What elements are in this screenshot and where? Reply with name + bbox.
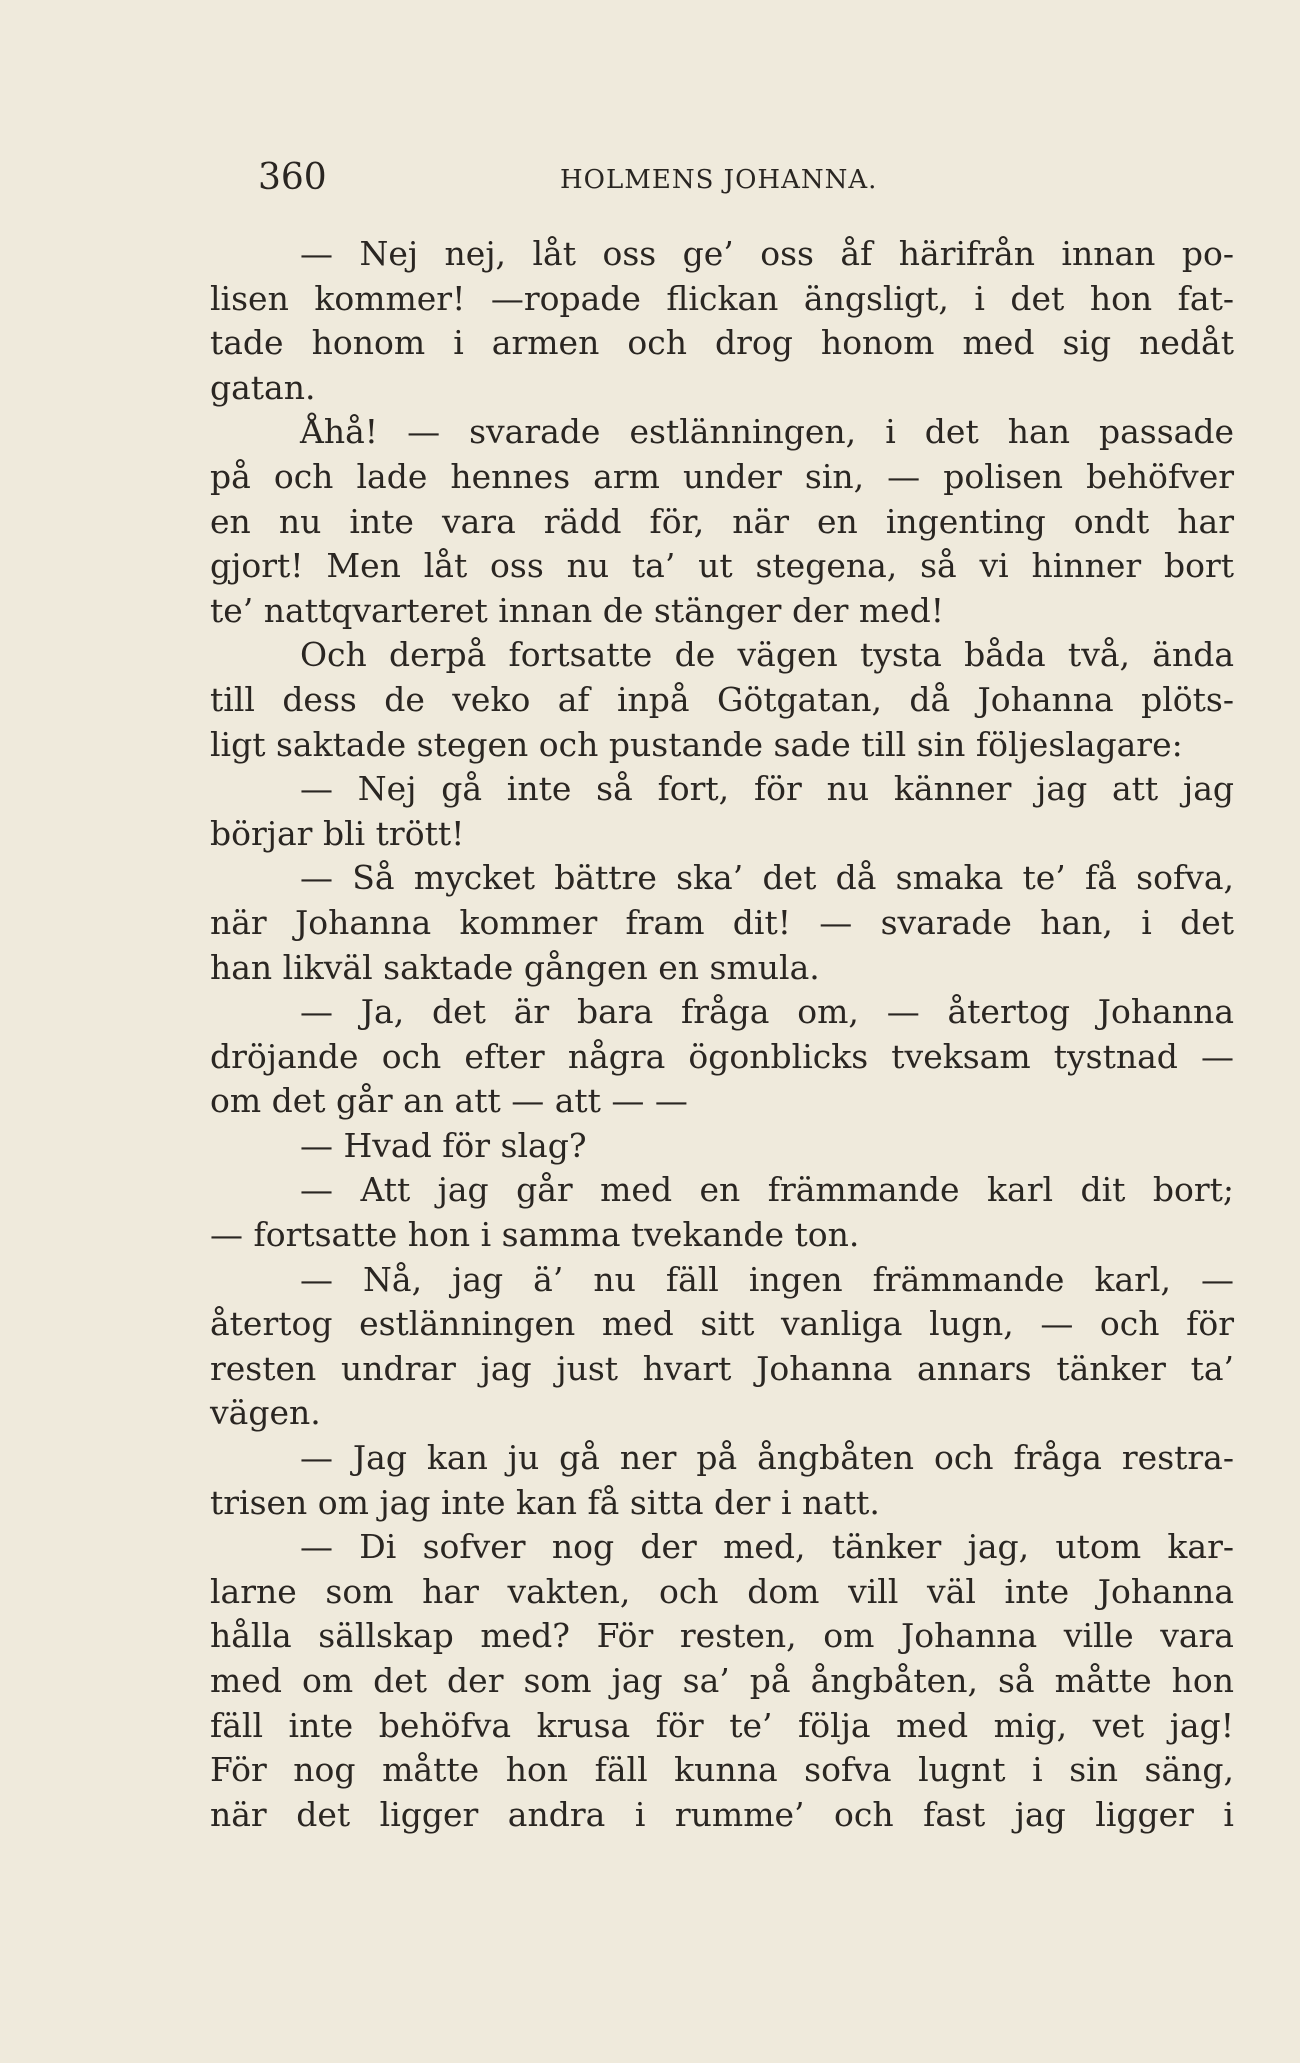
text-line: börjar bli trött! bbox=[210, 813, 465, 853]
text-line: — Nej gå inte så fort, för nu känner jag att jag bbox=[300, 769, 1234, 809]
text-line: — fortsatte hon i samma tvekande ton. bbox=[210, 1215, 860, 1255]
text-line: till dess de veko af inpå Götgatan, då Johanna plöts- bbox=[210, 679, 1234, 719]
text-line: en nu inte vara rädd för, när en ingenting ondt har bbox=[210, 501, 1234, 541]
text-line: — Nå, jag ä’ nu fäll ingen främmande karl, — bbox=[300, 1259, 1234, 1299]
text-line: vägen. bbox=[210, 1393, 321, 1433]
text-line: — Nej nej, låt oss ge’ oss åf härifrån innan po- bbox=[300, 234, 1234, 273]
text-line: resten undrar jag just hvart Johanna annars tänker ta’ bbox=[210, 1348, 1234, 1388]
text-line: larne som har vakten, och dom vill väl inte Johanna bbox=[210, 1571, 1234, 1611]
text-line: trisen om jag inte kan få sitta der i natt. bbox=[210, 1482, 880, 1522]
page-header bbox=[258, 154, 1228, 202]
text-line: på och lade hennes arm under sin, — polisen behöfver bbox=[210, 456, 1234, 496]
text-line: — Jag kan ju gå ner på ångbåten och fråga restra- bbox=[300, 1438, 1234, 1478]
text-line: Och derpå fortsatte de vägen tysta båda två, ända bbox=[300, 635, 1234, 675]
text-line: — Så mycket bättre ska’ det då smaka te’ få sofva, bbox=[300, 858, 1234, 898]
text-line: — Ja, det är bara fråga om, — återtog Johanna bbox=[300, 992, 1234, 1032]
text-line: gatan. bbox=[210, 367, 316, 407]
text-line: ligt saktade stegen och pustande sade till sin följeslagare: bbox=[210, 724, 1183, 764]
text-line: dröjande och efter några ögonblicks tveksam tystnad — bbox=[210, 1036, 1234, 1076]
text-line: hålla sällskap med? För resten, om Johanna ville vara bbox=[210, 1616, 1234, 1656]
text-line: te’ nattqvarteret innan de stänger der med! bbox=[210, 590, 945, 630]
text-line: när Johanna kommer fram dit! — svarade han, i det bbox=[210, 902, 1234, 942]
running-head: HOLMENS JOHANNA. bbox=[560, 165, 878, 195]
text-line: Åhå! — svarade estlänningen, i det han passade bbox=[300, 412, 1234, 452]
text-line: om det går an att — att — — bbox=[210, 1081, 688, 1121]
text-line: För nog måtte hon fäll kunna sofva lugnt i sin säng, bbox=[210, 1750, 1234, 1790]
text-line: tade honom i armen och drog honom med sig nedåt bbox=[210, 323, 1234, 363]
body-text bbox=[210, 232, 1234, 1837]
text-line: med om det der som jag sa’ på ångbåten, så måtte hon bbox=[210, 1661, 1234, 1700]
text-line: när det ligger andra i rumme’ och fast jag ligger i bbox=[210, 1794, 1234, 1834]
text-line: — Hvad för slag? bbox=[300, 1125, 587, 1165]
text-line: — Di sofver nog der med, tänker jag, utom kar- bbox=[300, 1527, 1234, 1567]
text-line: lisen kommer! —ropade flickan ängsligt, i det hon fat- bbox=[210, 278, 1234, 318]
page-number: 360 bbox=[258, 157, 327, 198]
text-line: återtog estlänningen med sitt vanliga lugn, — och för bbox=[210, 1304, 1234, 1344]
text-line: fäll inte behöfva krusa för te’ följa med mig, vet jag! bbox=[210, 1705, 1234, 1745]
text-line: gjort! Men låt oss nu ta’ ut stegena, så vi hinner bort bbox=[210, 546, 1234, 586]
text-line: han likväl saktade gången en smula. bbox=[210, 947, 820, 987]
text-line: — Att jag går med en främmande karl dit bort; bbox=[300, 1170, 1234, 1210]
